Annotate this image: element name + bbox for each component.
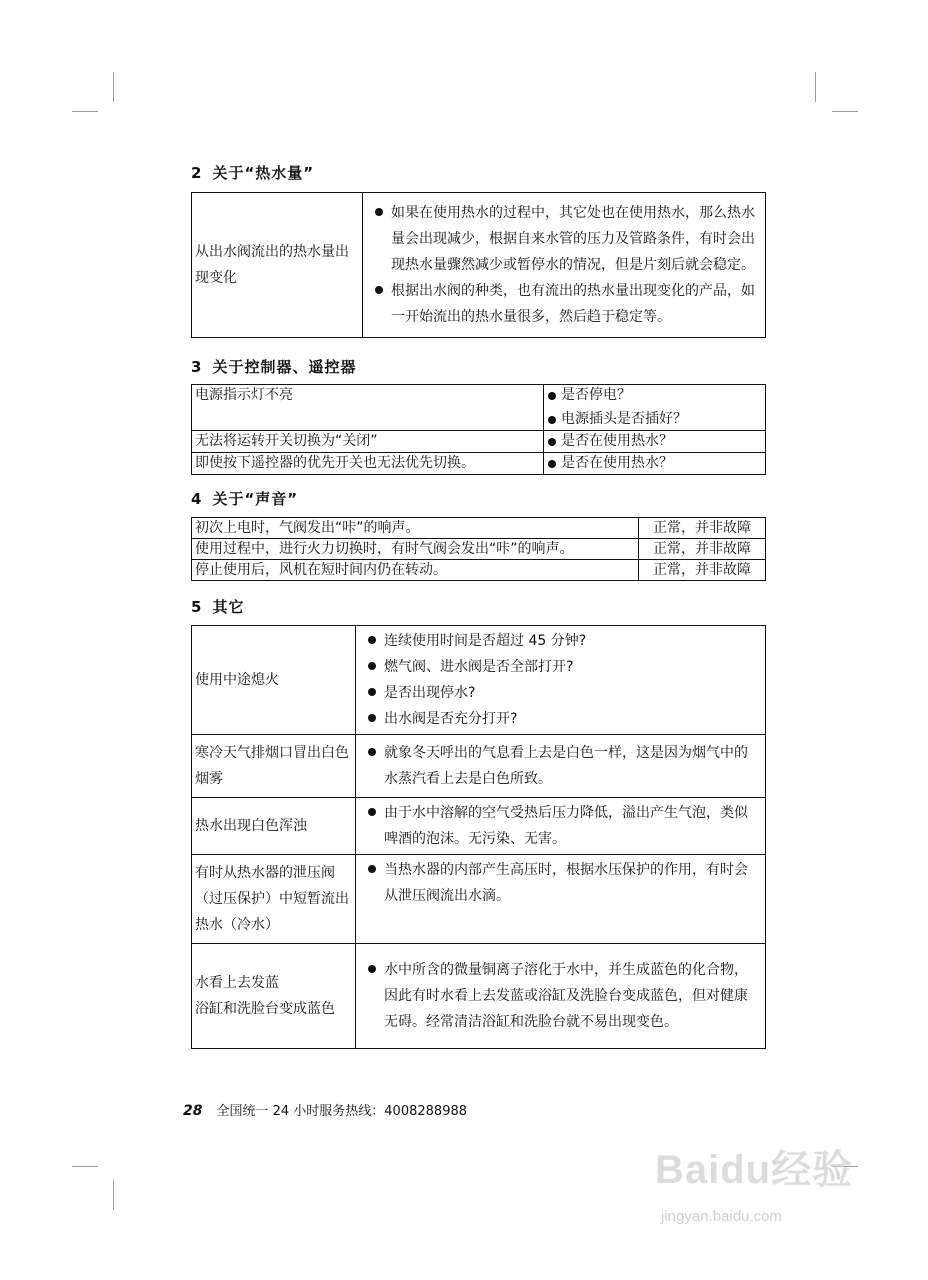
status-cell: 正常，并非故障 xyxy=(639,518,766,539)
table-row xyxy=(192,626,766,735)
bullet-list xyxy=(364,800,757,852)
list-item: 出水阀是否充分打开? xyxy=(364,706,757,732)
bullet-list xyxy=(364,857,757,909)
issue-cell: 使用中途熄火 xyxy=(192,626,356,735)
list-item: 是否在使用热水？ xyxy=(547,453,762,474)
section-3-heading xyxy=(191,356,356,377)
issue-cell: 使用过程中，进行火力切换时，有时气阀会发出“咔”的响声。 xyxy=(192,539,639,560)
cause-cell xyxy=(363,193,766,338)
section-number: 4 xyxy=(191,490,203,508)
cause-cell xyxy=(356,855,766,944)
bullet-list xyxy=(364,957,757,1035)
bullet-list xyxy=(547,385,762,430)
table-row xyxy=(192,798,766,855)
bullet-list xyxy=(547,453,762,474)
issue-cell: 从出水阀流出的热水量出现变化 xyxy=(192,193,363,338)
page-footer xyxy=(183,1100,467,1119)
list-item: 就象冬天呼出的气息看上去是白色一样，这是因为烟气中的水蒸汽看上去是白色所致。 xyxy=(364,740,757,792)
list-item: 如果在使用热水的过程中，其它处也在使用热水，那么热水量会出现减少，根据自来水管的压力及管路条件，有时会出现热水量骤然减少或暂停水的情况，但是片刻后就会稳定。 xyxy=(371,200,759,278)
page-number: 28 xyxy=(183,1103,203,1119)
check-cell xyxy=(544,431,766,453)
hot-water-table xyxy=(191,192,766,338)
check-cell xyxy=(544,385,766,431)
crop-mark xyxy=(113,72,114,102)
table-row xyxy=(192,431,766,453)
cause-cell xyxy=(356,798,766,855)
section-2-heading xyxy=(191,162,314,183)
table-row xyxy=(192,735,766,798)
list-item: 根据出水阀的种类，也有流出的热水量出现变化的产品，如一开始流出的热水量很多，然后趋于稳定等。 xyxy=(371,278,759,330)
issue-cell: 水看上去发蓝 浴缸和洗脸台变成蓝色 xyxy=(192,944,356,1049)
section-number: 3 xyxy=(191,358,203,376)
bullet-list xyxy=(547,431,762,452)
sound-table xyxy=(191,517,766,581)
issue-cell: 寒冷天气排烟口冒出白色烟雾 xyxy=(192,735,356,798)
cause-cell xyxy=(356,626,766,735)
controller-table xyxy=(191,384,766,475)
bullet-list xyxy=(364,628,757,732)
bullet-list xyxy=(371,200,759,330)
list-item: 是否出现停水? xyxy=(364,680,757,706)
list-item: 连续使用时间是否超过 45 分钟? xyxy=(364,628,757,654)
table-row xyxy=(192,855,766,944)
crop-mark xyxy=(113,1180,114,1210)
section-title: 关于“声音” xyxy=(212,490,299,508)
list-item: 当热水器的内部产生高压时，根据水压保护的作用，有时会从泄压阀流出水滴。 xyxy=(364,857,757,909)
status-cell: 正常，并非故障 xyxy=(639,539,766,560)
crop-mark xyxy=(832,111,858,112)
table-row xyxy=(192,944,766,1049)
section-4-heading xyxy=(191,488,298,509)
table-row xyxy=(192,518,766,539)
watermark-brand: Baidu经验 xyxy=(655,1148,854,1192)
issue-cell: 热水出现白色浑浊 xyxy=(192,798,356,855)
service-hotline: 全国统一 24 小时服务热线：4008288988 xyxy=(216,1104,468,1119)
section-title: 关于“热水量” xyxy=(212,164,315,182)
list-item: 电源插头是否插好？ xyxy=(547,409,762,430)
cause-cell xyxy=(356,735,766,798)
issue-cell: 有时从热水器的泄压阀（过压保护）中短暂流出热水（冷水） xyxy=(192,855,356,944)
table-row xyxy=(192,385,766,431)
check-cell xyxy=(544,453,766,475)
crop-mark xyxy=(72,1166,98,1167)
issue-cell: 初次上电时，气阀发出“咔”的响声。 xyxy=(192,518,639,539)
baidu-watermark xyxy=(655,1138,865,1268)
list-item: 是否在使用热水？ xyxy=(547,431,762,452)
other-table xyxy=(191,625,766,1049)
section-5-heading xyxy=(191,596,244,617)
bullet-list xyxy=(364,740,757,792)
table-row xyxy=(192,539,766,560)
issue-cell: 停止使用后，风机在短时间内仍在转动。 xyxy=(192,560,639,581)
table-row xyxy=(192,560,766,581)
section-title: 关于控制器、遥控器 xyxy=(212,358,357,376)
list-item: 水中所含的微量铜离子溶化于水中，并生成蓝色的化合物，因此有时水看上去发蓝或浴缸及洗脸台变成蓝色，但对健康无碍。经常清洁浴缸和洗脸台就不易出现变色。 xyxy=(364,957,757,1035)
list-item: 燃气阀、进水阀是否全部打开? xyxy=(364,654,757,680)
list-item: 由于水中溶解的空气受热后压力降低，溢出产生气泡，类似啤酒的泡沫。无污染、无害。 xyxy=(364,800,757,852)
status-cell: 正常，并非故障 xyxy=(639,560,766,581)
list-item: 是否停电？ xyxy=(547,385,762,406)
issue-cell: 即使按下遥控器的优先开关也无法优先切换。 xyxy=(192,453,544,475)
section-number: 2 xyxy=(191,164,203,182)
table-row xyxy=(192,453,766,475)
section-number: 5 xyxy=(191,598,203,616)
table-row xyxy=(192,193,766,338)
issue-cell: 无法将运转开关切换为“关闭” xyxy=(192,431,544,453)
issue-cell: 电源指示灯不亮 xyxy=(192,385,544,431)
watermark-url: jingyan.baidu.com xyxy=(661,1208,782,1225)
section-title: 其它 xyxy=(212,598,245,616)
crop-mark xyxy=(72,111,98,112)
cause-cell xyxy=(356,944,766,1049)
crop-mark xyxy=(815,72,816,102)
